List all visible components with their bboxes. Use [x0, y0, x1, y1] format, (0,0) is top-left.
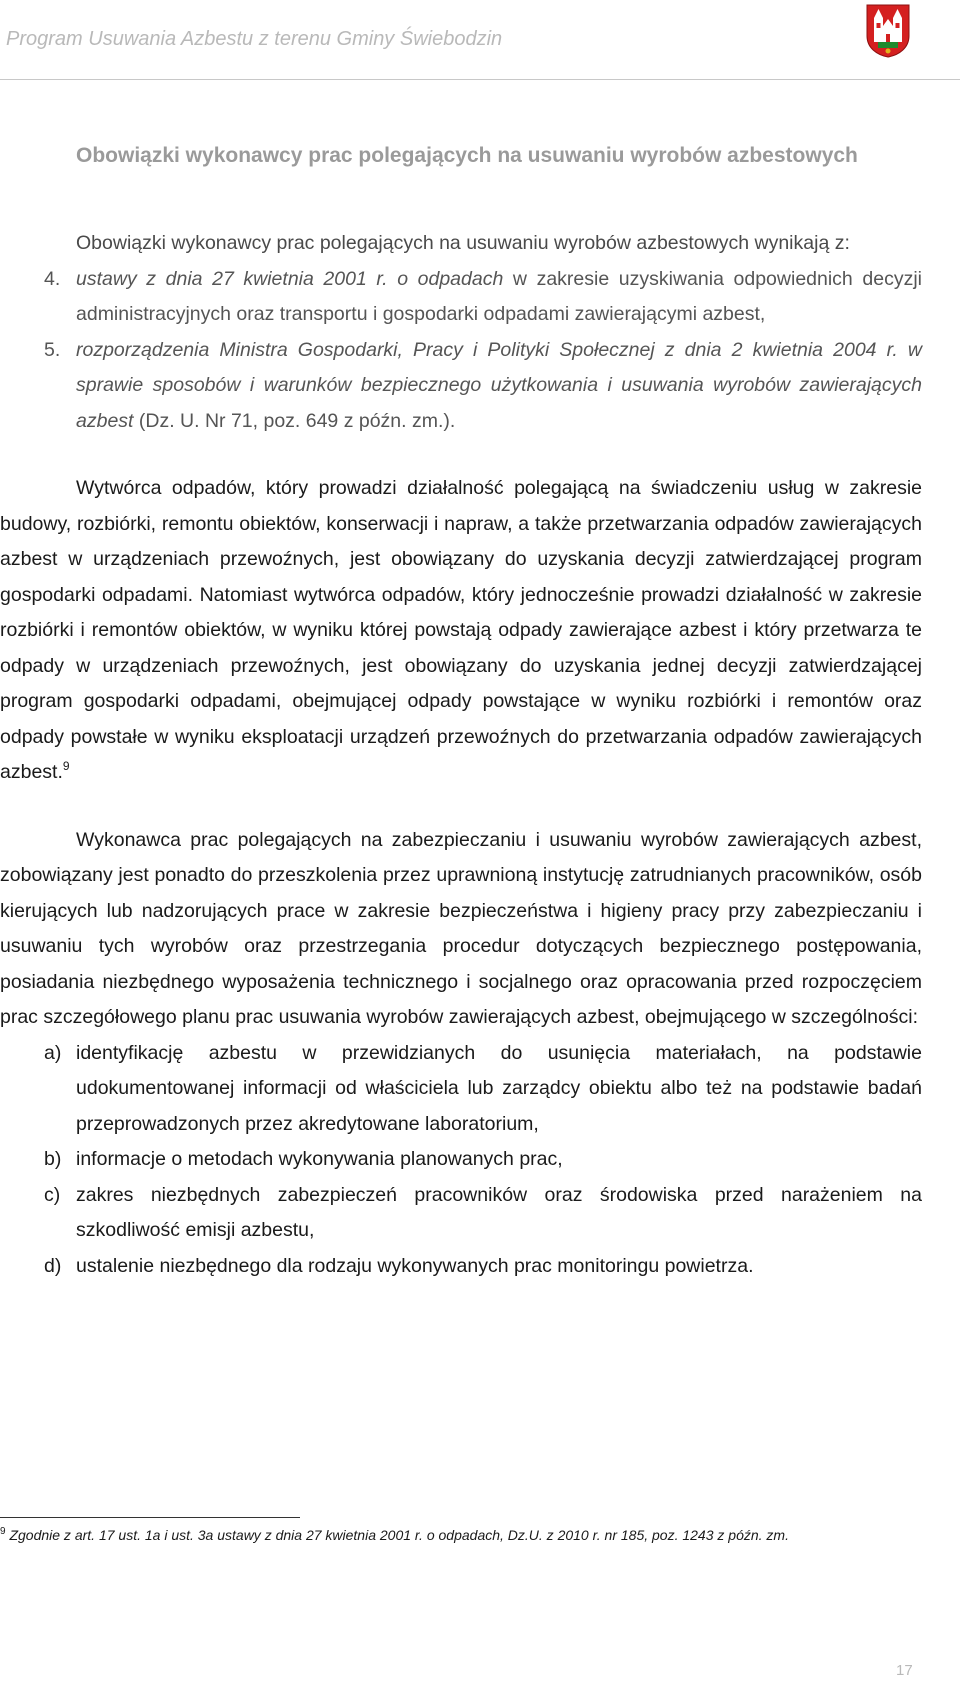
- list-item-text: identyfikację azbestu w przewidzianych do usunięcia materiałach, na podstawie udokumentowanej informacji od właściciela lub zarządcy obiektu albo też na podstawie badań przeprowadzonych przez akredytowane laboratorium,: [76, 1041, 922, 1135]
- list-item-text: ustalenie niezbędnego dla rodzaju wykonywanych prac monitoringu powietrza.: [76, 1254, 754, 1277]
- list-item-text: zakres niezbędnych zabezpieczeń pracowników oraz środowiska przed narażeniem na szkodliwość emisji azbestu,: [76, 1183, 922, 1241]
- paragraph-text: Wytwórca odpadów, który prowadzi działalność polegającą na świadczeniu usług w zakresie budowy, rozbiórki, remontu obiektów, konserwacji i napraw, a także przetwarzania odpadów zawierających azbest w urządzeniach przewoźnych, jest obowiązany do uzyskania decyzji zatwierdzającej program gospodarki odpadami. Natomiast wytwórca odpadów, który jednocześnie prowadzi działalność w zakresie rozbiórki i remontów obiektów, w wyniku której powstają odpady zawierające azbest i który przetwarza te odpady w urządzeniach przewoźnych, jest obowiązany do uzyskania jednej decyzji zatwierdzającej program gospodarki odpadami, obejmującej odpady powstające w wyniku rozbiórki i remontów oraz odpady powstałe w wyniku eksploatacji urządzeń przewoźnych do przetwarzania odpadów zawierających azbest.: [0, 477, 922, 783]
- intro-paragraph: Obowiązki wykonawcy prac polegających na usuwaniu wyrobów azbestowych wynikają z:: [76, 232, 850, 254]
- list-item-text: (Dz. U. Nr 71, poz. 649 z późn. zm.).: [133, 409, 456, 432]
- list-item-text: informacje o metodach wykonywania planowanych prac,: [76, 1148, 563, 1170]
- plan-contents-list: [0, 1036, 922, 1285]
- footnote: [0, 1525, 922, 1545]
- list-item-letter: c): [44, 1183, 61, 1206]
- act-title: ustawy z dnia 27 kwietnia 2001 r. o odpadach: [76, 267, 504, 290]
- footnote-number: 9: [0, 1526, 6, 1537]
- list-item-text: w zakresie uzyskiwania odpowiednich decyzji administracyjnych oraz transportu i gospodarki odpadami zawierającymi azbest,: [76, 267, 922, 325]
- document-header-title: Program Usuwania Azbestu z terenu Gminy Świebodzin: [6, 28, 503, 50]
- body-paragraph: [0, 471, 922, 791]
- list-item: [0, 1142, 922, 1178]
- list-item-number: 5.: [44, 338, 61, 361]
- list-item-letter: d): [44, 1254, 62, 1277]
- footnote-text: Zgodnie z art. 17 ust. 1a i ust. 3a ustawy z dnia 27 kwietnia 2001 r. o odpadach, Dz.U. z 2010 r. nr 185, poz. 1243 z późn. zm.: [5, 1527, 789, 1543]
- town-coat-of-arms-icon: [866, 4, 910, 58]
- page-header: [0, 0, 960, 80]
- document-body: [0, 138, 922, 1284]
- list-item: [0, 1036, 922, 1143]
- footnote-reference[interactable]: 9: [62, 759, 70, 773]
- list-item-number: 4.: [44, 267, 61, 290]
- page-number: 17: [896, 1662, 913, 1679]
- footnote-divider: [0, 1517, 300, 1518]
- list-item: [0, 1249, 922, 1285]
- legal-basis-list: [0, 262, 922, 440]
- body-paragraph: Wykonawca prac polegających na zabezpieczaniu i usuwaniu wyrobów zawierających azbest, zobowiązany jest ponadto do przeszkolenia przez uprawnioną instytucję zatrudnianych pracowników, osób kierujących lub nadzorujących prace w zakresie bezpieczeństwa i higieny pracy przy zabezpieczaniu i usuwaniu tych wyrobów oraz przestrzegania procedur dotyczących bezpiecznego postępowania, posiadania niezbędnego wyposażenia technicznego i socjalnego oraz opracowania przed rozpoczęciem prac szczegółowego planu prac usuwania wyrobów zawierających azbest, obejmującego w szczególności:: [0, 828, 922, 1028]
- list-item-letter: a): [44, 1041, 62, 1064]
- list-item-letter: b): [44, 1148, 62, 1170]
- regulation-title: rozporządzenia Ministra Gospodarki, Pracy i Polityki Społecznej z dnia 2 kwietnia 2004 r. w sprawie sposobów i warunków bezpiecznego użytkowania i usuwania wyrobów zawierających azbest: [76, 338, 922, 432]
- section-heading: Obowiązki wykonawcy prac polegających na usuwaniu wyrobów azbestowych: [76, 144, 858, 167]
- list-item: [0, 333, 922, 440]
- list-item: [0, 1178, 922, 1249]
- list-item: [0, 262, 922, 333]
